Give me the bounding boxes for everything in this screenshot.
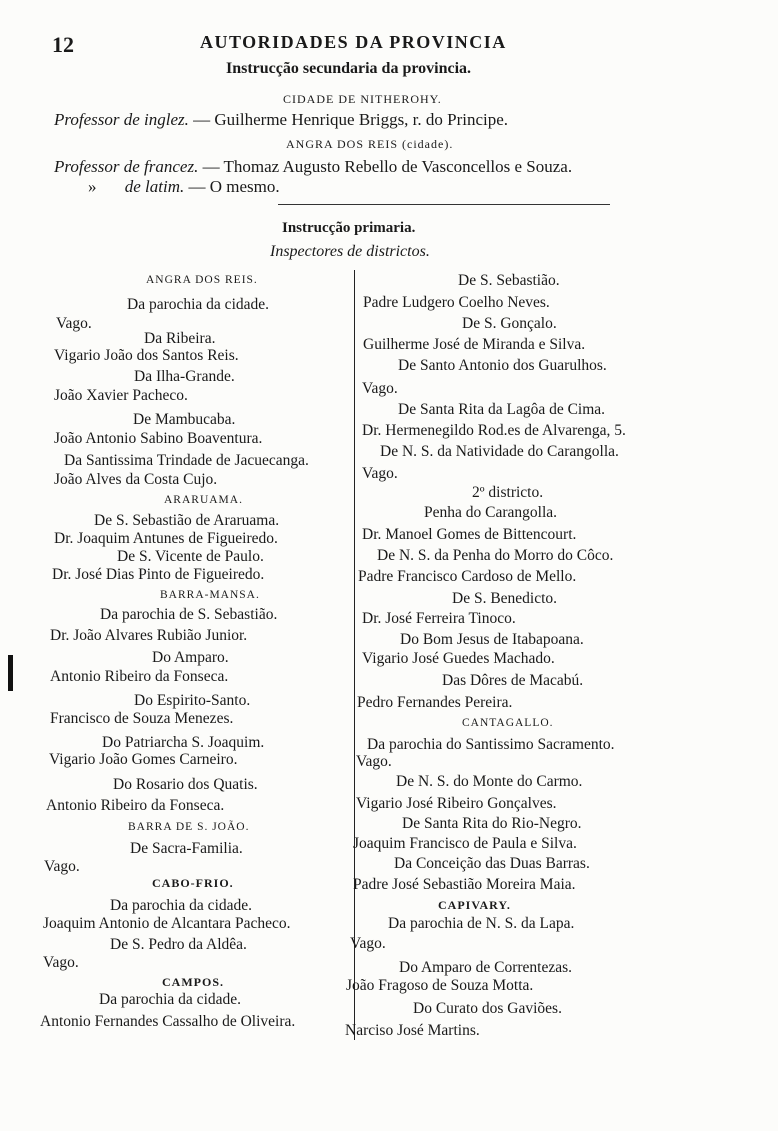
right-entry: 2º districto.	[472, 484, 544, 501]
left-entry: De S. Vicente de Paulo.	[117, 548, 264, 565]
left-entry: Francisco de Souza Menezes.	[50, 710, 234, 727]
left-entry: Vago.	[43, 954, 79, 971]
left-entry: Vigario João Gomes Carneiro.	[49, 751, 238, 768]
section-title: Instrucção secundaria da provincia.	[226, 60, 472, 77]
right-entry: Vigario José Ribeiro Gonçalves.	[356, 795, 557, 812]
right-entry: Padre José Sebastião Moreira Maia.	[353, 876, 576, 893]
professor-latin-role: de latim.	[124, 177, 185, 196]
right-entry: Narciso José Martins.	[345, 1022, 480, 1039]
right-entry: Vago.	[362, 465, 398, 482]
right-entry: Das Dôres de Macabú.	[442, 672, 584, 689]
right-entry: De S. Sebastião.	[458, 272, 560, 289]
left-heading: ANGRA DOS REIS.	[146, 274, 258, 286]
left-entry: Antonio Ribeiro da Fonseca.	[50, 668, 229, 685]
page-number: 12	[52, 32, 74, 57]
professor-french-name: — Thomaz Augusto Rebello de Vasconcellos e Souza.	[202, 157, 573, 176]
right-entry: Do Curato dos Gaviões.	[413, 1000, 562, 1017]
divider-rule	[278, 204, 610, 205]
right-entry: Guilherme José de Miranda e Silva.	[363, 336, 586, 353]
left-entry: Da Ribeira.	[144, 330, 216, 347]
left-entry: Dr. José Dias Pinto de Figueiredo.	[52, 566, 265, 583]
left-heading: CABO-FRIO.	[152, 876, 234, 890]
right-entry: Da parochia de N. S. da Lapa.	[388, 915, 575, 932]
left-entry: João Alves da Costa Cujo.	[54, 471, 218, 488]
primary-title: Instrucção primaria.	[282, 220, 416, 236]
city-heading-nitherohy: CIDADE DE NITHEROHY.	[283, 92, 442, 106]
right-entry: De N. S. da Penha do Morro do Côco.	[377, 547, 614, 564]
right-entry: Da parochia do Santissimo Sacramento.	[367, 736, 615, 753]
right-entry: Dr. Manoel Gomes de Bittencourt.	[362, 526, 577, 543]
right-entry: De Santa Rita do Rio-Negro.	[402, 815, 582, 832]
left-entry: João Xavier Pacheco.	[54, 387, 188, 404]
right-entry: Padre Ludgero Coelho Neves.	[363, 294, 550, 311]
left-entry: Antonio Fernandes Cassalho de Oliveira.	[40, 1013, 296, 1030]
inspectors-subtitle: Inspectores de districtos.	[270, 243, 430, 260]
professor-english	[54, 110, 508, 130]
right-entry: Do Bom Jesus de Itabapoana.	[400, 631, 584, 648]
left-entry: Do Espirito-Santo.	[134, 692, 251, 709]
right-entry: Vago.	[362, 380, 398, 397]
right-entry: Pedro Fernandes Pereira.	[357, 694, 513, 711]
left-entry: Da Ilha-Grande.	[134, 368, 235, 385]
city-heading-angra: ANGRA DOS REIS (cidade).	[286, 137, 454, 151]
right-entry: Dr. José Ferreira Tinoco.	[362, 610, 516, 627]
professor-latin-name: — O mesmo.	[188, 177, 280, 196]
right-entry: Vago.	[350, 935, 386, 952]
right-entry: Padre Francisco Cardoso de Mello.	[358, 568, 577, 585]
left-entry: Dr. João Alvares Rubião Junior.	[50, 627, 248, 644]
left-entry: Da parochia de S. Sebastião.	[100, 606, 278, 623]
left-entry: Da parochia da cidade.	[127, 296, 270, 313]
left-entry: Da parochia da cidade.	[99, 991, 242, 1008]
left-entry: Dr. Joaquim Antunes de Figueiredo.	[54, 530, 278, 547]
right-entry: Da Conceição das Duas Barras.	[394, 855, 590, 872]
left-entry: Joaquim Antonio de Alcantara Pacheco.	[43, 915, 291, 932]
professor-french	[54, 157, 572, 177]
margin-mark	[8, 655, 13, 691]
left-heading: BARRA-MANSA.	[160, 589, 260, 601]
right-entry: Do Amparo de Correntezas.	[399, 959, 573, 976]
professor-french-role: Professor de francez.	[54, 157, 199, 176]
right-entry: De N. S. da Natividade do Carangolla.	[380, 443, 619, 460]
right-entry: De N. S. do Monte do Carmo.	[396, 773, 583, 790]
left-entry: De Sacra-Familia.	[130, 840, 243, 857]
right-entry: De Santo Antonio dos Guarulhos.	[398, 357, 607, 374]
left-entry: João Antonio Sabino Boaventura.	[54, 430, 263, 447]
left-entry: De S. Pedro da Aldêa.	[110, 936, 247, 953]
professor-english-role: Professor de inglez.	[54, 110, 189, 129]
right-heading: CANTAGALLO.	[462, 717, 554, 729]
right-entry: De Santa Rita da Lagôa de Cima.	[398, 401, 606, 418]
right-entry: Dr. Hermenegildo Rod.es de Alvarenga, 5.	[362, 422, 626, 439]
right-entry: Penha do Carangolla.	[424, 504, 558, 521]
right-entry: De S. Benedicto.	[452, 590, 558, 607]
professor-english-name: — Guilherme Henrique Briggs, r. do Principe.	[193, 110, 509, 129]
right-entry: João Fragoso de Souza Motta.	[346, 977, 534, 994]
right-entry: Vigario José Guedes Machado.	[362, 650, 555, 667]
left-entry: Do Amparo.	[152, 649, 229, 666]
ditto-mark: »	[88, 177, 97, 196]
right-entry: De S. Gonçalo.	[462, 315, 557, 332]
professor-latin	[88, 177, 280, 197]
left-entry: De S. Sebastião de Araruama.	[94, 512, 280, 529]
left-entry: De Mambucaba.	[133, 411, 236, 428]
left-heading: BARRA DE S. JOÃO.	[128, 821, 250, 833]
running-title: AUTORIDADES DA PROVINCIA	[200, 32, 507, 52]
left-entry: Do Rosario dos Quatis.	[113, 776, 258, 793]
left-entry: Vigario João dos Santos Reis.	[54, 347, 239, 364]
left-entry: Antonio Ribeiro da Fonseca.	[46, 797, 225, 814]
left-entry: Vago.	[44, 858, 80, 875]
left-entry: Vago.	[56, 315, 92, 332]
left-entry: Da Santissima Trindade de Jacuecanga.	[64, 452, 309, 469]
column-rule	[354, 270, 355, 1040]
right-heading: CAPIVARY.	[438, 898, 511, 912]
right-entry: Vago.	[356, 753, 392, 770]
left-entry: Da parochia da cidade.	[110, 897, 253, 914]
right-entry: Joaquim Francisco de Paula e Silva.	[353, 835, 577, 852]
left-heading: CAMPOS.	[162, 975, 224, 989]
left-heading: ARARUAMA.	[164, 494, 243, 506]
left-entry: Do Patriarcha S. Joaquim.	[102, 734, 265, 751]
